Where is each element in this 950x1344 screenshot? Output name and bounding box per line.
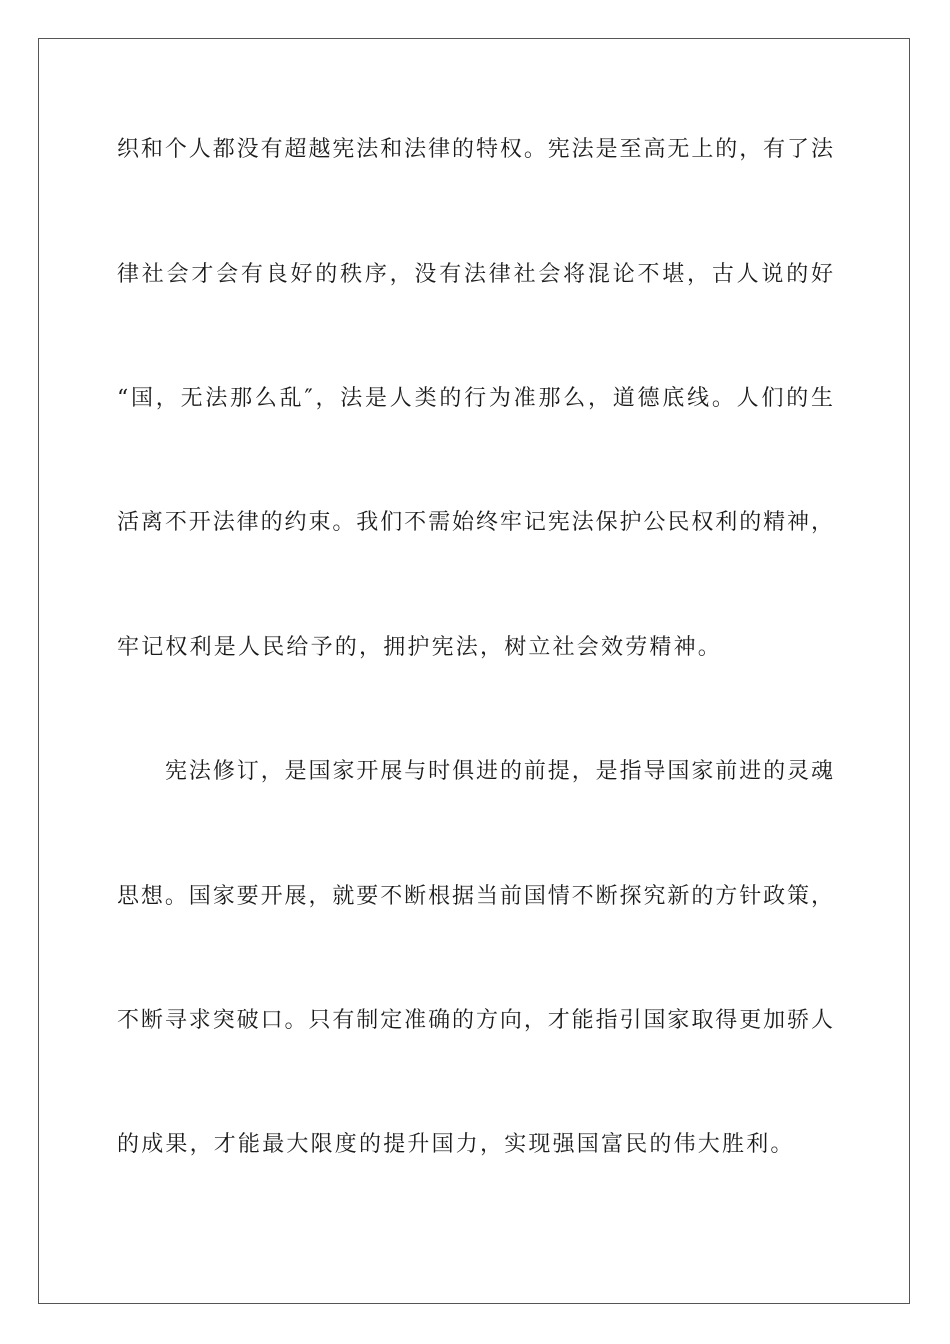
paragraph-1-line-2: 律社会才会有良好的秩序，没有法律社会将混论不堪，古人说的好 <box>117 262 833 287</box>
paragraph-1-line-3: “国，无法那么乱″，法是人类的行为准那么，道德底线。人们的生 <box>117 386 833 411</box>
paragraph-2-line-4: 的成果，才能最大限度的提升国力，实现强国富民的伟大胜利。 <box>117 1132 795 1157</box>
paragraph-1-line-5: 牢记权利是人民给予的，拥护宪法，树立社会效劳精神。 <box>117 635 723 660</box>
page-border <box>38 38 910 1304</box>
paragraph-2-line-1: 宪法修订，是国家开展与时俱进的前提，是指导国家前进的灵魂 <box>165 759 833 784</box>
paragraph-2-line-3: 不断寻求突破口。只有制定准确的方向，才能指引国家取得更加骄人 <box>117 1008 833 1033</box>
paragraph-1-line-4: 活离不开法律的约束。我们不需始终牢记宪法保护公民权利的精神， <box>117 510 833 535</box>
paragraph-1-line-1: 织和个人都没有超越宪法和法律的特权。宪法是至高无上的，有了法 <box>117 137 833 162</box>
paragraph-2-line-2: 思想。国家要开展，就要不断根据当前国情不断探究新的方针政策， <box>117 884 833 909</box>
